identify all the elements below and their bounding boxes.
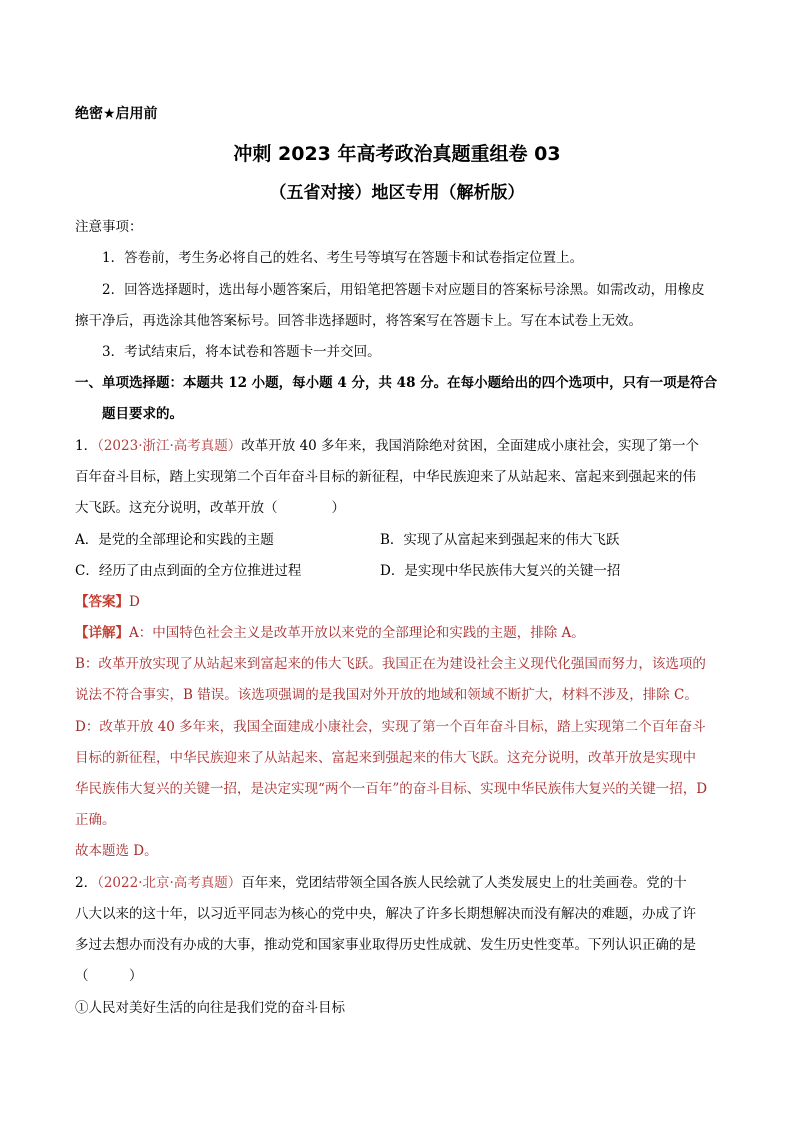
- answer-tag: 【答案】: [75, 594, 129, 610]
- secret-label: 绝密★启用前: [75, 106, 158, 122]
- page-title: 冲刺 2023 年高考政治真题重组卷 03: [233, 143, 561, 165]
- detail-d-line: 目标的新征程，中华民族迎来了从站起来、富起来到强起来的伟大飞跃。这充分说明，改革开放是实现中: [75, 750, 696, 766]
- section-heading: 一、单项选择题：本题共 12 小题，每小题 4 分，共 48 分。在每小题给出的四个选项中，只有一项是符合: [75, 375, 718, 391]
- detail-tag: 【详解】: [75, 625, 129, 641]
- section-heading-cont: 题目要求的。: [102, 406, 183, 422]
- question-source: （2022·北京·高考真题）: [97, 875, 242, 891]
- detail-d-line: 正确。: [75, 812, 116, 828]
- question-2-item: ①人民对美好生活的向往是我们党的奋斗目标: [75, 1000, 345, 1016]
- question-1-stem-line: 百年奋斗目标，踏上实现第二个百年奋斗目标的新征程，中华民族迎来了从站起来、富起来到强起来的伟: [75, 469, 696, 485]
- notice-item: 2．回答选择题时，选出每小题答案后，用铅笔把答题卡对应题目的答案标号涂黑。如需改动，用橡皮: [102, 282, 705, 298]
- detail-b-line: 说法不符合事实，B 错误。该选项强调的是我国对外开放的地域和领域不断扩大，材料不涉及，排除 C。: [75, 687, 698, 703]
- notice-item: 擦干净后，再选涂其他答案标号。回答非选择题时，将答案写在答题卡上。写在本试卷上无效。: [75, 313, 642, 329]
- question-2-stem-line: 多过去想办而没有办成的大事，推动党和国家事业取得历史性成就、发生历史性变革。下列认识正确的是: [75, 937, 696, 953]
- question-2-stem: [75, 873, 687, 893]
- option-b: B．实现了从富起来到强起来的伟大飞跃: [380, 532, 620, 548]
- page-subtitle: （五省对接）地区专用（解析版）: [269, 183, 525, 203]
- notice-item: 3．考试结束后，将本试卷和答题卡一并交回。: [102, 344, 381, 360]
- option-d: D．是实现中华民族伟大复兴的关键一招: [380, 563, 621, 579]
- question-stem-text: 改革开放 40 多年来，我国消除绝对贫困，全面建成小康社会，实现了第一个: [241, 438, 700, 454]
- question-source: （2023·浙江·高考真题）: [97, 438, 242, 454]
- question-stem-text: 百年来，党团结带领全国各族人民绘就了人类发展史上的壮美画卷。党的十: [241, 875, 687, 891]
- detail-b-line: B：改革开放实现了从站起来到富起来的伟大飞跃。我国正在为建设社会主义现代化强国而努力，该选项的: [75, 656, 706, 672]
- detail-d-line: D：改革开放 40 多年来，我国全面建成小康社会，实现了第一个百年奋斗目标，踏上实现第二个百年奋斗: [75, 719, 706, 735]
- option-a: A．是党的全部理论和实践的主题: [75, 532, 274, 548]
- detail-a-text: A：中国特色社会主义是改革开放以来党的全部理论和实践的主题，排除 A。: [129, 625, 585, 641]
- question-2-stem-line: （ ）: [75, 968, 143, 984]
- question-1-stem-line: 大飞跃。这充分说明，改革开放（ ）: [75, 500, 345, 516]
- detail-d-line: 华民族伟大复兴的关键一招，是决定实现“两个一百年”的奋斗目标、实现中华民族伟大复兴的关键一招，D: [75, 781, 708, 797]
- question-number: 2．: [75, 875, 98, 891]
- question-number: 1．: [75, 438, 98, 454]
- option-c: C．经历了由点到面的全方位推进过程: [75, 563, 302, 579]
- answer-line: [75, 592, 140, 612]
- question-1-stem: [75, 436, 699, 456]
- detail-a: [75, 623, 585, 643]
- notice-item: 1．答卷前，考生务必将自己的姓名、考生号等填写在答题卡和试卷指定位置上。: [102, 250, 584, 266]
- question-2-stem-line: 八大以来的这十年，以习近平同志为核心的党中央，解决了许多长期想解决而没有解决的难题，办成了许: [75, 906, 696, 922]
- conclusion: 故本题选 D。: [75, 843, 158, 859]
- answer-value: D: [129, 594, 140, 610]
- notice-heading: 注意事项：: [75, 219, 143, 235]
